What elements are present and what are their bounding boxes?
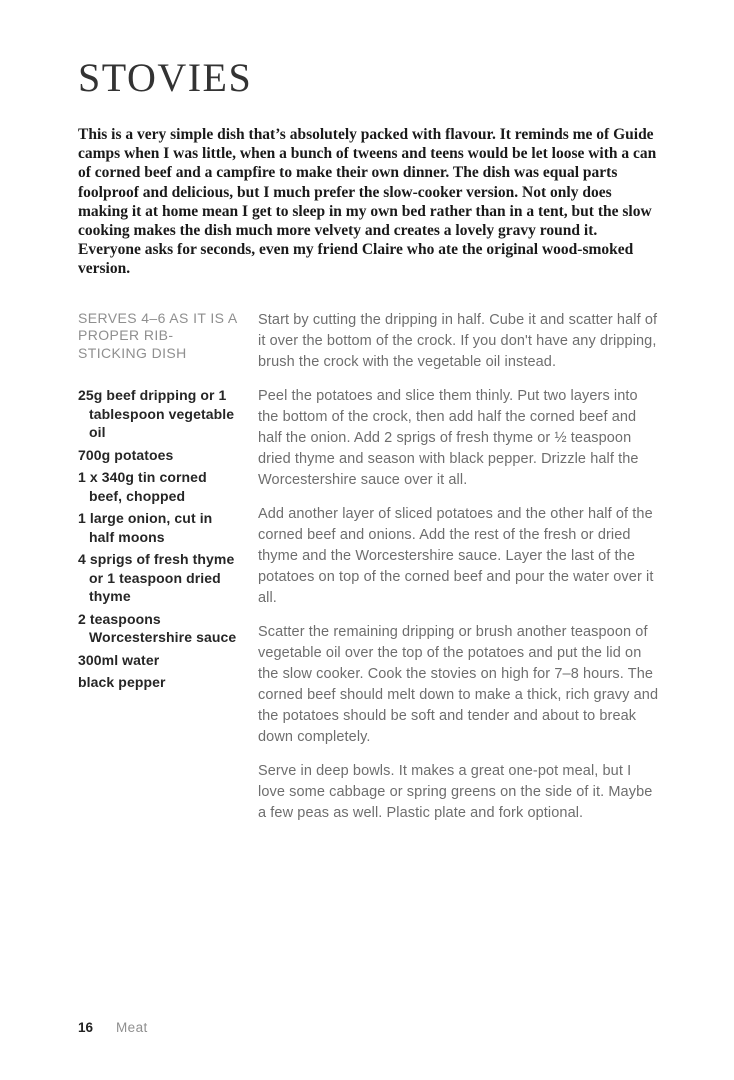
method-section — [258, 310, 660, 837]
method-paragraph: Serve in deep bowls. It makes a great one-pot meal, but I love some cabbage or spring greens on the side of it. Maybe a few peas as well. Plastic plate and fork optional. — [258, 762, 653, 821]
method-paragraph: Start by cutting the dripping in half. Cube it and scatter half of it over the bottom of the crock. If you don't have any dripping, brush the crock with the vegetable oil instead. — [258, 311, 658, 370]
ingredient-item: 300ml water — [78, 651, 160, 668]
page-title: STOVIES — [78, 55, 253, 100]
serves-note: SERVES 4–6 AS IT IS A PROPER RIB-STICKING DISH — [78, 309, 237, 361]
recipe-columns — [78, 310, 660, 837]
section-label: Meat — [116, 1020, 148, 1035]
page-footer — [78, 1020, 148, 1036]
method-paragraph: Add another layer of sliced potatoes and the other half of the corned beef and onions. Add the rest of the fresh or dried thyme and the Worcestershire sauce. Layer the last of the potatoes on top of the corned beef and pour the water over it all. — [258, 505, 654, 606]
method-paragraph: Scatter the remaining dripping or brush another teaspoon of vegetable oil over the top of the potatoes and put the lid on the slow cooker. Cook the stovies on high for 7–8 hours. The corned beef should melt down to make a thick, rich gravy and the potatoes should be soft and tender and about to break down completely. — [258, 623, 659, 745]
ingredients-list — [78, 386, 240, 692]
ingredient-item: black pepper — [78, 674, 166, 691]
method-paragraph: Peel the potatoes and slice them thinly. Put two layers into the bottom of the crock, then add half the corned beef and half the onion. Add 2 sprigs of fresh thyme or ½ teaspoon dried thyme and season with black pepper. Drizzle half the Worcestershire sauce over it all. — [258, 387, 639, 488]
page-number: 16 — [78, 1020, 94, 1035]
ingredient-item: 4 sprigs of fresh thyme or 1 teaspoon dried thyme — [78, 551, 235, 605]
ingredient-item: 1 large onion, cut in half moons — [78, 510, 213, 545]
intro-paragraph: This is a very simple dish that’s absolutely packed with flavour. It reminds me of Guide camps when I was little, when a bunch of tweens and teens would be let loose with a can of corned beef and a campfire to make their own dinner. The dish was equal parts foolproof and delicious, but I much prefer the slow-cooker version. Not only does making it at home mean I get to sleep in my own bed rather than in a tent, but the slow cooking makes the dish much more velvety and creates a lovely gravy round it. Everyone asks for seconds, even my friend Claire who ate the original wood-smoked version. — [78, 126, 657, 278]
ingredient-item: 700g potatoes — [78, 446, 174, 463]
ingredient-item: 1 x 340g tin corned beef, chopped — [78, 469, 207, 504]
ingredient-item: 25g beef dripping or 1 tablespoon vegetable oil — [78, 387, 235, 441]
ingredient-item: 2 teaspoons Worcestershire sauce — [78, 610, 237, 646]
ingredients-sidebar — [78, 310, 240, 696]
